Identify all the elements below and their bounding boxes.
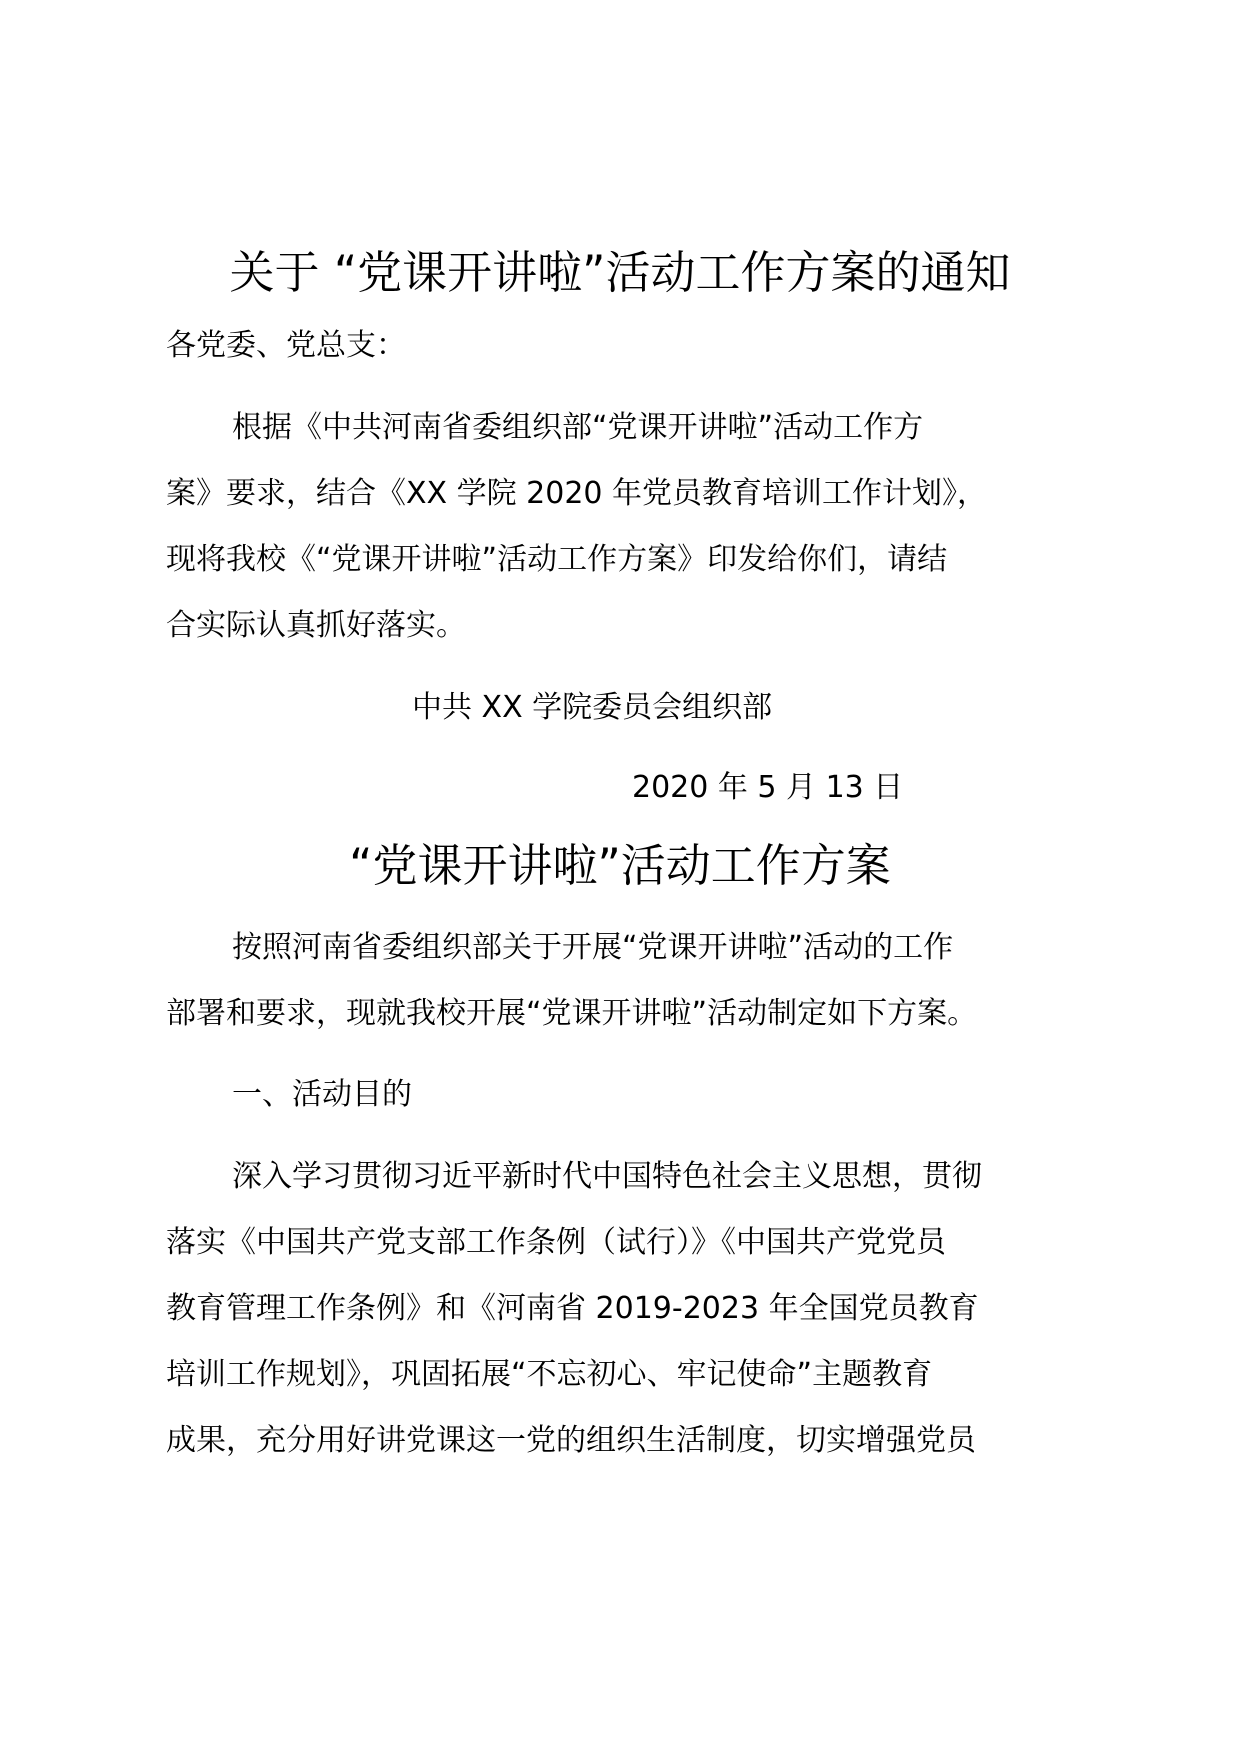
- section-body-line: 深入学习贯彻习近平新时代中国特色社会主义思想，贯彻: [232, 1159, 982, 1194]
- section-body-line: 落实《中国共产党支部工作条例（试行）》《中国共产党党员: [166, 1225, 946, 1260]
- notice-body-line: 现将我校《“党课开讲啦”活动工作方案》印发给你们，请结: [166, 542, 948, 577]
- salutation: 各党委、党总支：: [166, 328, 406, 363]
- date: 2020 年 5 月 13 日: [632, 770, 904, 805]
- notice-title: 关于 “党课开讲啦”活动工作方案的通知: [229, 246, 1011, 299]
- plan-title: “党课开讲啦”活动工作方案: [349, 839, 891, 892]
- plan-intro-line: 部署和要求，现就我校开展“党课开讲啦”活动制定如下方案。: [166, 996, 978, 1031]
- notice-body-line: 案》要求，结合《XX 学院 2020 年党员教育培训工作计划》，: [166, 476, 988, 511]
- notice-body-line: 根据《中共河南省委组织部“党课开讲啦”活动工作方: [232, 410, 924, 445]
- section-body-line: 成果，充分用好讲党课这一党的组织生活制度，切实增强党员: [166, 1423, 976, 1458]
- section-body-line: 培训工作规划》，巩固拓展“不忘初心、牢记使命”主题教育: [166, 1357, 933, 1392]
- section-heading: 一、活动目的: [232, 1077, 412, 1112]
- notice-body-line: 合实际认真抓好落实。: [166, 608, 466, 643]
- plan-intro-line: 按照河南省委组织部关于开展“党课开讲啦”活动的工作: [232, 930, 954, 965]
- section-body-line: 教育管理工作条例》和《河南省 2019-2023 年全国党员教育: [166, 1291, 979, 1326]
- signature: 中共 XX 学院委员会组织部: [412, 690, 773, 725]
